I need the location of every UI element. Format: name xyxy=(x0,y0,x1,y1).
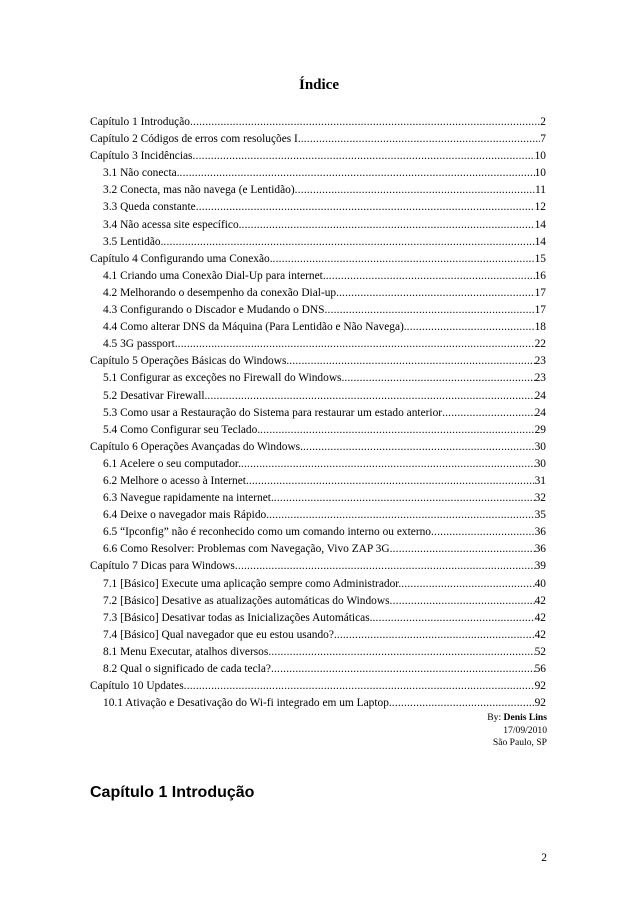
toc-entry-title: Capítulo 4 Configurando uma Conexão. xyxy=(90,252,273,265)
toc-entry-title: 5.1 Configurar as exceções no Firewall do Windows. xyxy=(103,372,345,385)
toc-entry-page: 30 xyxy=(534,457,546,470)
toc-subentry[interactable] xyxy=(90,576,546,593)
toc-entry-title: 6.5 “Ipconfig” não é reconhecido como um comando interno ou externo xyxy=(103,526,431,539)
toc-entry-title: 3.3 Queda constante xyxy=(103,201,196,214)
toc-entry-page: 42 xyxy=(534,594,546,607)
toc-subentry[interactable] xyxy=(90,268,546,285)
toc-dot-leader xyxy=(392,695,535,712)
toc-entry-page: 2 xyxy=(540,116,546,128)
toc-entry-page: 23 xyxy=(534,372,546,385)
toc-dot-leader xyxy=(326,268,535,285)
toc-entry-page: 30 xyxy=(534,440,546,453)
toc-dot-leader xyxy=(268,644,534,661)
toc-entry-page: 16 xyxy=(534,269,546,282)
toc-dot-leader xyxy=(442,405,535,422)
toc-entry-page: 39 xyxy=(534,560,546,573)
toc-entry-page: 10 xyxy=(534,150,546,163)
toc-dot-leader xyxy=(193,148,535,165)
toc-chapter-entry[interactable] xyxy=(90,131,546,148)
toc-dot-leader xyxy=(196,199,535,216)
toc-dot-leader xyxy=(337,627,535,644)
toc-entry-page: 24 xyxy=(534,406,546,419)
toc-chapter-entry[interactable] xyxy=(90,353,546,370)
toc-subentry[interactable] xyxy=(90,541,546,558)
toc-entry-page: 7 xyxy=(540,133,546,146)
toc-dot-leader xyxy=(303,439,535,456)
toc-entry-title: Capítulo 3 Incidências xyxy=(90,150,193,163)
toc-entry-page: 31 xyxy=(534,474,546,487)
toc-entry-title: 3.4 Não acessa site específico. xyxy=(103,218,242,231)
toc-entry-page: 10 xyxy=(534,167,546,180)
toc-entry-title: 4.5 3G passport. xyxy=(103,338,178,351)
toc-entry-title: 6.6 Como Resolver: Problemas com Navegação, Vivo ZAP 3G xyxy=(103,543,390,556)
toc-chapter-entry[interactable] xyxy=(90,439,546,456)
toc-subentry[interactable] xyxy=(90,507,546,524)
toc-subentry[interactable] xyxy=(90,405,546,422)
toc-subentry[interactable] xyxy=(90,695,546,712)
toc-entry-page: 52 xyxy=(534,645,546,658)
toc-dot-leader xyxy=(163,234,534,251)
toc-dot-leader xyxy=(190,114,540,131)
toc-entry-page: 14 xyxy=(534,218,546,231)
toc-chapter-entry[interactable] xyxy=(90,148,546,165)
toc-entry-title: 6.4 Deixe o navegador mais Rápido. xyxy=(103,509,270,522)
toc-dot-leader xyxy=(295,182,535,199)
toc-entry-title: 6.3 Navegue rapidamente na internet. xyxy=(103,492,274,505)
toc-dot-leader xyxy=(260,422,534,439)
toc-entry-page: 56 xyxy=(534,663,546,675)
signature-author: Denis Lins xyxy=(503,712,547,723)
toc-entry-page: 35 xyxy=(534,509,546,522)
toc-entry-title: 4.1 Criando uma Conexão Dial-Up para internet. xyxy=(103,269,326,282)
toc-dot-leader xyxy=(184,678,535,695)
toc-entry-title: 4.2 Melhorando o desempenho da conexão Dial-up. xyxy=(103,286,339,299)
toc-entry-page: 11 xyxy=(535,184,546,197)
toc-entry-title: 4.3 Configurando o Discador e Mudando o DNS xyxy=(103,304,325,317)
toc-entry-title: 5.2 Desativar Firewall. xyxy=(103,389,208,402)
toc-dot-leader xyxy=(390,593,535,610)
toc-entry-title: 8.2 Qual o significado de cada tecla? xyxy=(103,663,271,675)
toc-entry-page: 42 xyxy=(534,628,546,641)
signature-date: 17/09/2010 xyxy=(503,724,547,736)
toc-dot-leader xyxy=(344,370,534,387)
toc-entry-title: 5.4 Como Configurar seu Teclado. xyxy=(103,423,261,436)
toc-subentry[interactable] xyxy=(90,388,546,405)
toc-dot-leader xyxy=(301,131,541,148)
toc-entry-page: 32 xyxy=(534,492,546,505)
toc-entry-title: 3.2 Conecta, mas não navega (e Lentidão) xyxy=(103,184,295,197)
toc-subentry[interactable] xyxy=(90,490,546,507)
toc-dot-leader xyxy=(274,490,535,507)
toc-dot-leader xyxy=(407,319,535,336)
signature-by-label: By: xyxy=(487,712,502,723)
toc-dot-leader xyxy=(431,524,535,541)
toc-dot-leader xyxy=(207,388,534,405)
toc-entry-title: 7.1 [Básico] Execute uma aplicação sempre como Administrador. xyxy=(103,577,402,590)
toc-dot-leader xyxy=(401,576,534,593)
toc-subentry[interactable] xyxy=(90,336,546,353)
index-title: Índice xyxy=(298,77,339,93)
toc-entry-title: 6.1 Acelere o seu computador. xyxy=(103,457,241,470)
page-number: 2 xyxy=(541,852,547,864)
toc-subentry[interactable] xyxy=(90,302,546,319)
toc-chapter-entry[interactable] xyxy=(90,678,546,695)
toc-dot-leader xyxy=(273,251,535,268)
toc-dot-leader xyxy=(180,165,535,182)
signature-author-line xyxy=(487,712,547,725)
toc-entry-page: 36 xyxy=(534,543,546,556)
toc-entry-page: 29 xyxy=(534,423,546,436)
toc-subentry[interactable] xyxy=(90,370,546,387)
toc-chapter-entry[interactable] xyxy=(90,114,546,131)
toc-entry-title: 3.1 Não conecta. xyxy=(103,167,180,180)
toc-entry-title: 4.4 Como alterar DNS da Máquina (Para Lentidão e Não Navega). xyxy=(103,321,407,334)
toc-entry-title: Capítulo 1 Introdução xyxy=(90,116,190,128)
toc-subentry[interactable] xyxy=(90,182,546,199)
toc-dot-leader xyxy=(178,336,535,353)
toc-chapter-entry[interactable] xyxy=(90,558,546,575)
toc-entry-title: 7.2 [Básico] Desative as atualizações automáticas do Windows xyxy=(103,594,390,607)
toc-subentry[interactable] xyxy=(90,524,546,541)
toc-entry-title: 8.1 Menu Executar, atalhos diversos xyxy=(103,645,269,658)
toc-dot-leader xyxy=(241,456,535,473)
toc-subentry[interactable] xyxy=(90,627,546,644)
toc-subentry[interactable] xyxy=(90,199,546,216)
toc-subentry[interactable] xyxy=(90,422,546,439)
toc-entry-page: 40 xyxy=(534,577,546,590)
toc-entry-page: 92 xyxy=(534,697,546,710)
toc-subentry[interactable] xyxy=(90,644,546,661)
toc-entry-title: 7.4 [Básico] Qual navegador que eu estou usando?. xyxy=(103,628,337,641)
toc-chapter-entry[interactable] xyxy=(90,251,546,268)
toc-dot-leader xyxy=(339,285,535,302)
toc-entry-page: 12 xyxy=(534,201,546,214)
toc-entry-page: 15 xyxy=(534,252,546,265)
toc-entry-page: 92 xyxy=(534,680,546,693)
toc-dot-leader xyxy=(390,541,535,558)
toc-entry-title: 5.3 Como usar a Restauração do Sistema para restaurar um estado anterior xyxy=(103,406,443,419)
toc-subentry[interactable] xyxy=(90,234,546,251)
toc-dot-leader xyxy=(249,473,535,490)
toc-entry-page: 18 xyxy=(534,321,546,334)
toc-entry-title: 3.5 Lentidão. xyxy=(103,235,164,248)
toc-entry-page: 22 xyxy=(534,338,546,351)
signature-location: São Paulo, SP xyxy=(492,737,547,749)
toc-dot-leader xyxy=(235,558,535,575)
toc-entry-page: 42 xyxy=(534,611,546,624)
table-of-contents xyxy=(90,114,546,712)
toc-dot-leader xyxy=(242,217,535,234)
toc-dot-leader xyxy=(289,353,534,370)
toc-entry-title: Capítulo 6 Operações Avançadas do Windows. xyxy=(90,440,303,453)
toc-dot-leader xyxy=(271,661,535,678)
toc-entry-page: 14 xyxy=(534,235,546,248)
toc-entry-title: Capítulo 5 Operações Básicas do Windows. xyxy=(90,355,290,368)
toc-subentry[interactable] xyxy=(90,217,546,234)
toc-entry-title: 6.2 Melhore o acesso à Internet. xyxy=(103,474,249,487)
toc-subentry[interactable] xyxy=(90,319,546,336)
toc-dot-leader xyxy=(373,610,535,627)
toc-entry-page: 24 xyxy=(534,389,546,402)
chapter-heading: Capítulo 1 Introdução xyxy=(90,784,255,801)
toc-entry-page: 23 xyxy=(534,355,546,368)
toc-subentry[interactable] xyxy=(90,285,546,302)
toc-subentry[interactable] xyxy=(90,661,546,678)
toc-entry-title: 7.3 [Básico] Desativar todas as Inicializações Automáticas. xyxy=(103,611,373,624)
toc-entry-title: Capítulo 10 Updates xyxy=(90,680,184,693)
toc-entry-page: 36 xyxy=(534,526,546,539)
toc-subentry[interactable] xyxy=(90,165,546,182)
toc-subentry[interactable] xyxy=(90,473,546,490)
toc-entry-page: 17 xyxy=(534,286,546,299)
toc-entry-page: 17 xyxy=(534,304,546,317)
toc-entry-title: 10.1 Ativação e Desativação do Wi-fi integrado em um Laptop. xyxy=(103,697,392,710)
toc-dot-leader xyxy=(269,507,535,524)
toc-subentry[interactable] xyxy=(90,456,546,473)
toc-dot-leader xyxy=(324,302,534,319)
toc-subentry[interactable] xyxy=(90,610,546,627)
toc-entry-title: Capítulo 2 Códigos de erros com resoluções I. xyxy=(90,133,301,146)
toc-entry-title: Capítulo 7 Dicas para Windows xyxy=(90,560,235,573)
signature-block xyxy=(487,712,547,750)
toc-subentry[interactable] xyxy=(90,593,546,610)
